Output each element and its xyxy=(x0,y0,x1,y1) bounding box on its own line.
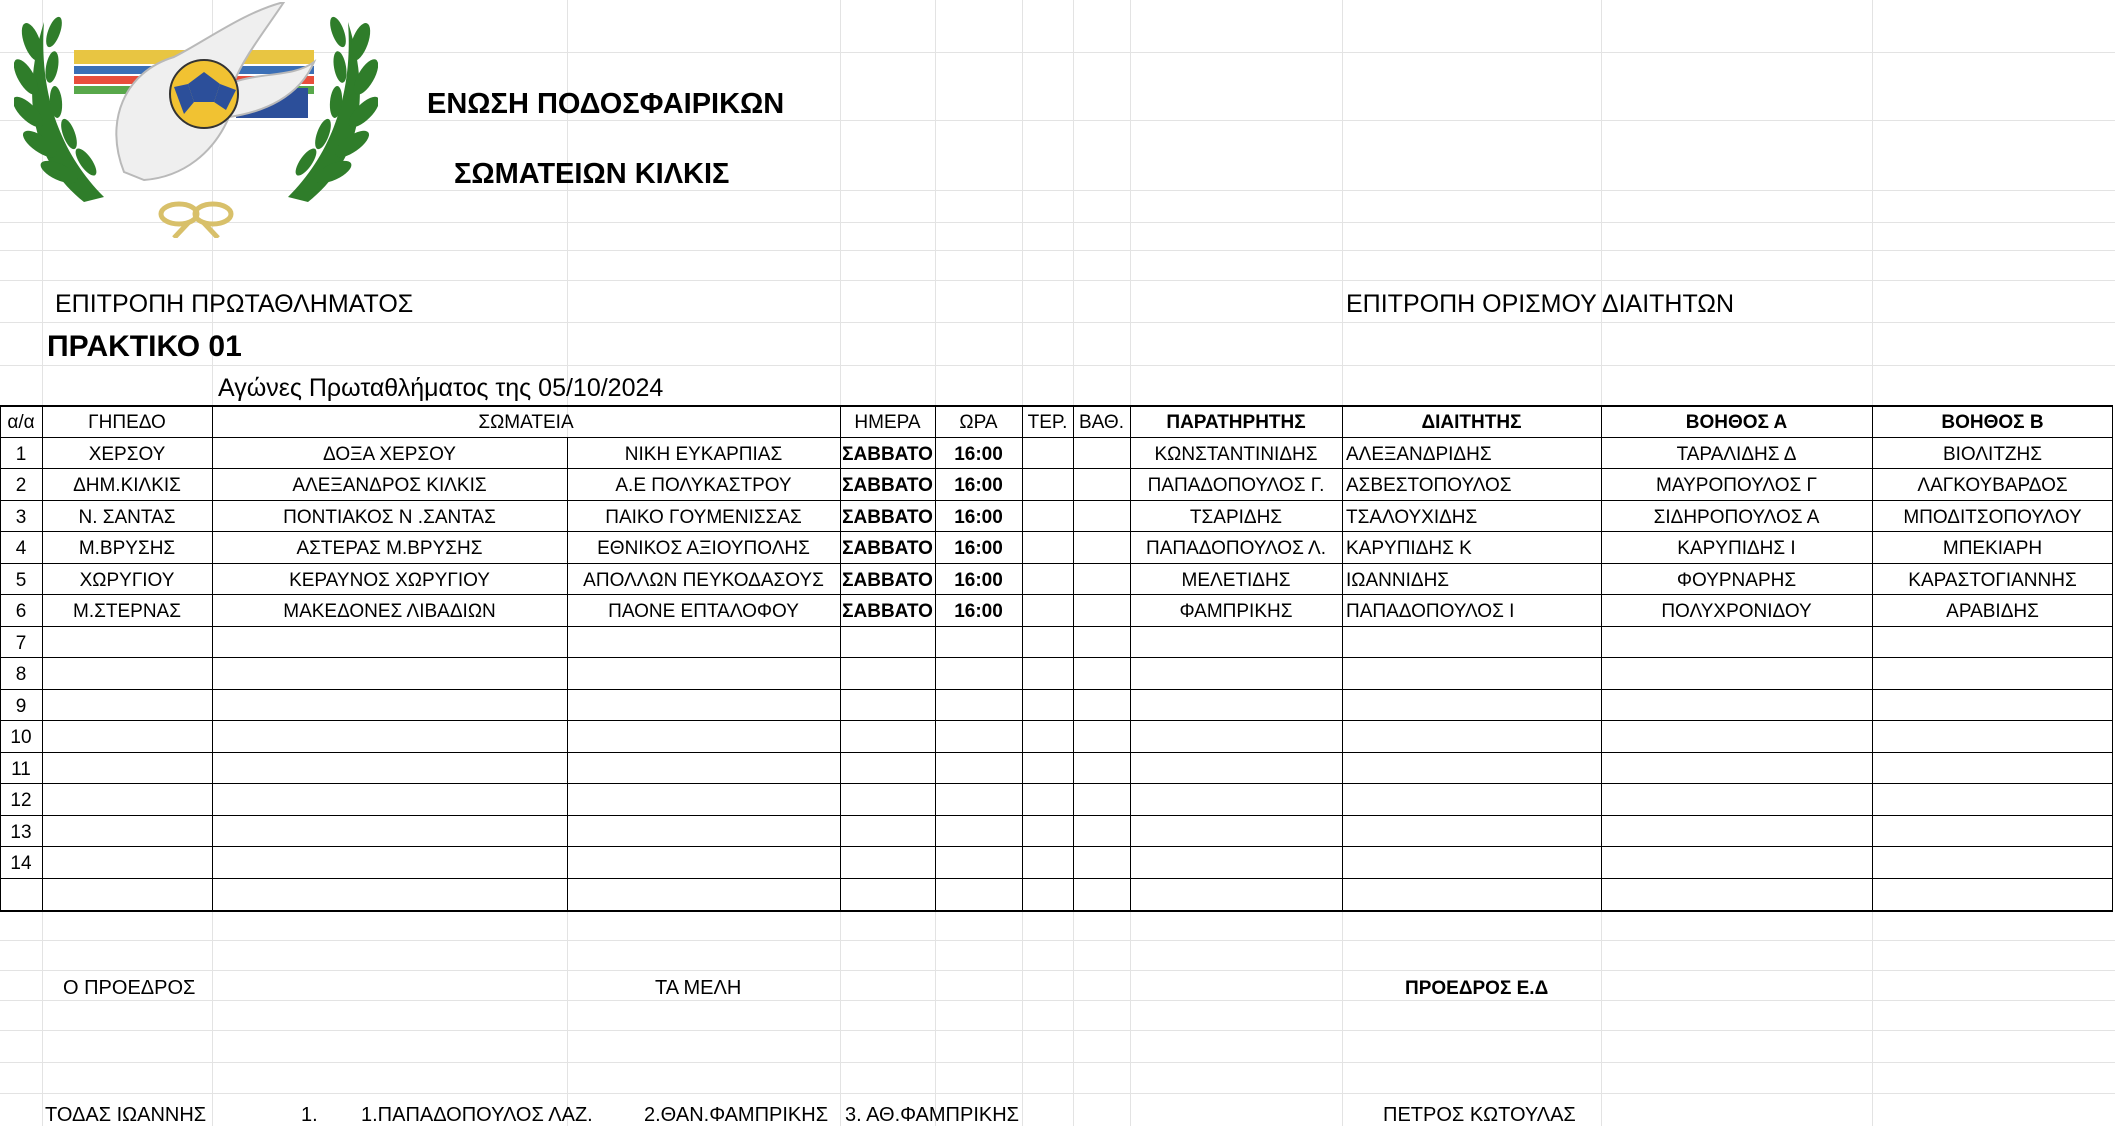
union-title-line2: ΣΩΜΑΤΕΙΩΝ ΚΙΛΚΙΣ xyxy=(454,158,730,190)
cell-observer: ΚΩΝΣΤΑΝΤΙΝΙΔΗΣ xyxy=(1154,444,1318,465)
table-row-border xyxy=(0,594,2113,595)
row-number: 14 xyxy=(10,853,32,874)
header-referee: ΔΙΑΙΤΗΤΗΣ xyxy=(1421,412,1522,433)
row-number: 2 xyxy=(15,475,27,496)
gridline-h xyxy=(0,1093,2115,1094)
table-row-border xyxy=(0,531,2113,532)
table-row-border xyxy=(0,815,2113,816)
cell-field: ΧΩΡΥΓΙΟΥ xyxy=(79,570,175,591)
gridline-h xyxy=(0,1062,2115,1063)
table-row-border xyxy=(0,689,2113,690)
cell-day: ΣΑΒΒΑΤΟ xyxy=(842,475,933,496)
cell-referee: ΑΛΕΞΑΝΔΡΙΔΗΣ xyxy=(1346,444,1492,465)
header-assistant-b: ΒΟΗΘΟΣ Β xyxy=(1941,412,2044,433)
referee-committee-label: ΕΠΙΤΡΟΠΗ ΟΡΙΣΜΟΥ ΔΙΑΙΤΗΤΩΝ xyxy=(1346,290,1735,318)
cell-time: 16:00 xyxy=(954,601,1003,622)
cell-day: ΣΑΒΒΑΤΟ xyxy=(842,507,933,528)
table-border-top xyxy=(0,405,2113,407)
cell-away: ΠΑΟΝΕ ΕΠΤΑΛΟΦΟΥ xyxy=(608,601,799,622)
gridline-h xyxy=(0,365,2115,366)
header-vath: ΒΑΘ. xyxy=(1078,412,1124,433)
referee-president-label: ΠΡΟΕΔΡΟΣ Ε.Δ xyxy=(1405,978,1549,999)
member-index: 1. xyxy=(301,1104,318,1126)
cell-away: ΑΠΟΛΛΩΝ ΠΕΥΚΟΔΑΣΟΥΣ xyxy=(583,570,824,591)
cell-time: 16:00 xyxy=(954,507,1003,528)
row-number: 13 xyxy=(10,822,32,843)
cell-away: ΠΑΙΚΟ ΓΟΥΜΕΝΙΣΣΑΣ xyxy=(605,507,802,528)
table-row-border xyxy=(0,720,2113,721)
members-label: ΤΑ ΜΕΛΗ xyxy=(655,977,742,999)
row-number: 5 xyxy=(15,570,27,591)
union-logo-icon xyxy=(14,2,378,238)
row-number: 7 xyxy=(15,633,27,654)
table-row-border xyxy=(0,657,2113,658)
gridline-h xyxy=(0,1030,2115,1031)
report-number: ΠΡΑΚΤΙΚΟ 01 xyxy=(47,330,242,363)
row-number: 10 xyxy=(10,727,32,748)
cell-assistant-b: ΑΡΑΒΙΔΗΣ xyxy=(1946,601,2039,622)
member-3: 3. ΑΘ.ΦΑΜΠΡΙΚΗΣ xyxy=(845,1104,1020,1126)
row-number: 8 xyxy=(15,664,27,685)
cell-home: ΚΕΡΑΥΝΟΣ ΧΩΡΥΓΙΟΥ xyxy=(289,570,490,591)
cell-away: ΕΘΝΙΚΟΣ ΑΞΙΟΥΠΟΛΗΣ xyxy=(597,538,810,559)
cell-day: ΣΑΒΒΑΤΟ xyxy=(842,444,933,465)
cell-assistant-a: ΠΟΛΥΧΡΟΝΙΔΟΥ xyxy=(1661,601,1812,622)
header-assistant-a: ΒΟΗΘΟΣ Α xyxy=(1685,412,1788,433)
header-time: ΩΡΑ xyxy=(959,412,998,433)
header-teams: ΣΩΜΑΤΕΙΑ xyxy=(478,412,574,433)
cell-field: Μ.ΣΤΕΡΝΑΣ xyxy=(73,601,181,622)
member-2: 2.ΘΑΝ.ΦΑΜΠΡΙΚΗΣ xyxy=(644,1104,829,1126)
cell-observer: ΠΑΠΑΔΟΠΟΥΛΟΣ Γ. xyxy=(1147,475,1325,496)
table-col-border xyxy=(1073,405,1074,910)
cell-assistant-a: ΚΑΡΥΠΙΔΗΣ Ι xyxy=(1677,538,1796,559)
cell-observer: ΤΣΑΡΙΔΗΣ xyxy=(1189,507,1283,528)
gridline-h xyxy=(0,1000,2115,1001)
union-title-line1: ΕΝΩΣΗ ΠΟΔΟΣΦΑΙΡΙΚΩΝ xyxy=(427,88,785,120)
row-number: 3 xyxy=(15,507,27,528)
table-row-border xyxy=(0,563,2113,564)
cell-field: Ν. ΣΑΝΤΑΣ xyxy=(78,507,176,528)
row-number: 11 xyxy=(11,759,31,780)
cell-assistant-b: ΜΠΕΚΙΑΡΗ xyxy=(1942,538,2043,559)
cell-assistant-b: ΒΙΟΛΙΤΖΗΣ xyxy=(1942,444,2043,465)
cell-time: 16:00 xyxy=(954,444,1003,465)
cell-day: ΣΑΒΒΑΤΟ xyxy=(842,601,933,622)
cell-day: ΣΑΒΒΑΤΟ xyxy=(842,570,933,591)
cell-home: ΑΣΤΕΡΑΣ Μ.ΒΡΥΣΗΣ xyxy=(296,538,483,559)
cell-assistant-b: ΜΠΟΔΙΤΣΟΠΟΥΛΟΥ xyxy=(1903,507,2082,528)
president-name: ΤΟΔΑΣ ΙΩΑΝΝΗΣ xyxy=(45,1104,207,1126)
cell-assistant-b: ΛΑΓΚΟΥΒΑΡΔΟΣ xyxy=(1917,475,2068,496)
table-col-border xyxy=(1342,405,1343,910)
cell-assistant-a: ΦΟΥΡΝΑΡΗΣ xyxy=(1676,570,1797,591)
table-col-border xyxy=(1022,405,1023,910)
cell-assistant-a: ΣΙΔΗΡΟΠΟΥΛΟΣ Α xyxy=(1653,507,1820,528)
table-row-border xyxy=(0,878,2113,879)
row-number: 4 xyxy=(15,538,27,559)
cell-referee: ΚΑΡΥΠΙΔΗΣ Κ xyxy=(1346,538,1472,559)
table-row-border xyxy=(0,752,2113,753)
row-number: 6 xyxy=(15,601,27,622)
row-number: 12 xyxy=(10,790,32,811)
cell-assistant-a: ΤΑΡΑΛΙΔΗΣ Δ xyxy=(1676,444,1797,465)
cell-away: Α.Ε ΠΟΛΥΚΑΣΤΡΟΥ xyxy=(615,475,792,496)
header-observer: ΠΑΡΑΤΗΡΗΤΗΣ xyxy=(1166,412,1306,433)
cell-home: ΔΟΞΑ ΧΕΡΣΟΥ xyxy=(323,444,456,465)
cell-referee: ΤΣΑΛΟΥΧΙΔΗΣ xyxy=(1346,507,1478,528)
president-label: Ο ΠΡΟΕΔΡΟΣ xyxy=(63,977,196,999)
table-row-border xyxy=(0,437,2113,438)
cell-field: Μ.ΒΡΥΣΗΣ xyxy=(78,538,176,559)
gridline-h xyxy=(0,970,2115,971)
cell-time: 16:00 xyxy=(954,475,1003,496)
matches-date-subtitle: Αγώνες Πρωταθλήματος της 05/10/2024 xyxy=(218,374,664,402)
cell-home: ΠΟΝΤΙΑΚΟΣ Ν .ΣΑΝΤΑΣ xyxy=(283,507,496,528)
gridline-h xyxy=(0,280,2115,281)
cell-time: 16:00 xyxy=(954,538,1003,559)
header-num: α/α xyxy=(7,412,35,433)
table-border-bottom xyxy=(0,910,2113,912)
cell-home: ΜΑΚΕΔΟΝΕΣ ΛΙΒΑΔΙΩΝ xyxy=(283,601,496,622)
cell-field: ΔΗΜ.ΚΙΛΚΙΣ xyxy=(73,475,181,496)
cell-assistant-b: ΚΑΡΑΣΤΟΓΙΑΝΝΗΣ xyxy=(1908,570,2077,591)
cell-observer: ΦΑΜΠΡΙΚΗΣ xyxy=(1179,601,1293,622)
table-row-border xyxy=(0,846,2113,847)
row-number: 1 xyxy=(15,444,27,465)
championship-committee-label: ΕΠΙΤΡΟΠΗ ΠΡΩΤΑΘΛΗΜΑΤΟΣ xyxy=(55,290,414,318)
gridline-h xyxy=(0,940,2115,941)
cell-observer: ΜΕΛΕΤΙΔΗΣ xyxy=(1181,570,1291,591)
cell-assistant-a: ΜΑΥΡΟΠΟΥΛΟΣ Γ xyxy=(1656,475,1817,496)
member-1: 1.ΠΑΠΑΔΟΠΟΥΛΟΣ ΛΑΖ. xyxy=(361,1104,593,1126)
table-row-border xyxy=(0,783,2113,784)
header-field: ΓΗΠΕΔΟ xyxy=(88,412,166,433)
gridline-h xyxy=(0,250,2115,251)
header-day: ΗΜΕΡΑ xyxy=(854,412,921,433)
cell-time: 16:00 xyxy=(954,570,1003,591)
gridline-h xyxy=(0,322,2115,323)
table-row-border xyxy=(0,500,2113,501)
referee-president-name: ΠΕΤΡΟΣ ΚΩΤΟΥΛΑΣ xyxy=(1383,1104,1576,1126)
cell-day: ΣΑΒΒΑΤΟ xyxy=(842,538,933,559)
cell-away: ΝΙΚΗ ΕΥΚΑΡΠΙΑΣ xyxy=(624,444,783,465)
header-ter: ΤΕΡ. xyxy=(1027,412,1068,433)
row-number: 9 xyxy=(15,696,27,717)
table-row-border xyxy=(0,468,2113,469)
cell-home: ΑΛΕΞΑΝΔΡΟΣ ΚΙΛΚΙΣ xyxy=(292,475,487,496)
table-row-border xyxy=(0,626,2113,627)
cell-field: ΧΕΡΣΟΥ xyxy=(88,444,166,465)
cell-referee: ΙΩΑΝΝΙΔΗΣ xyxy=(1346,570,1450,591)
cell-observer: ΠΑΠΑΔΟΠΟΥΛΟΣ Λ. xyxy=(1145,538,1327,559)
cell-referee: ΠΑΠΑΔΟΠΟΥΛΟΣ Ι xyxy=(1346,601,1515,622)
cell-referee: ΑΣΒΕΣΤΟΠΟΥΛΟΣ xyxy=(1346,475,1512,496)
